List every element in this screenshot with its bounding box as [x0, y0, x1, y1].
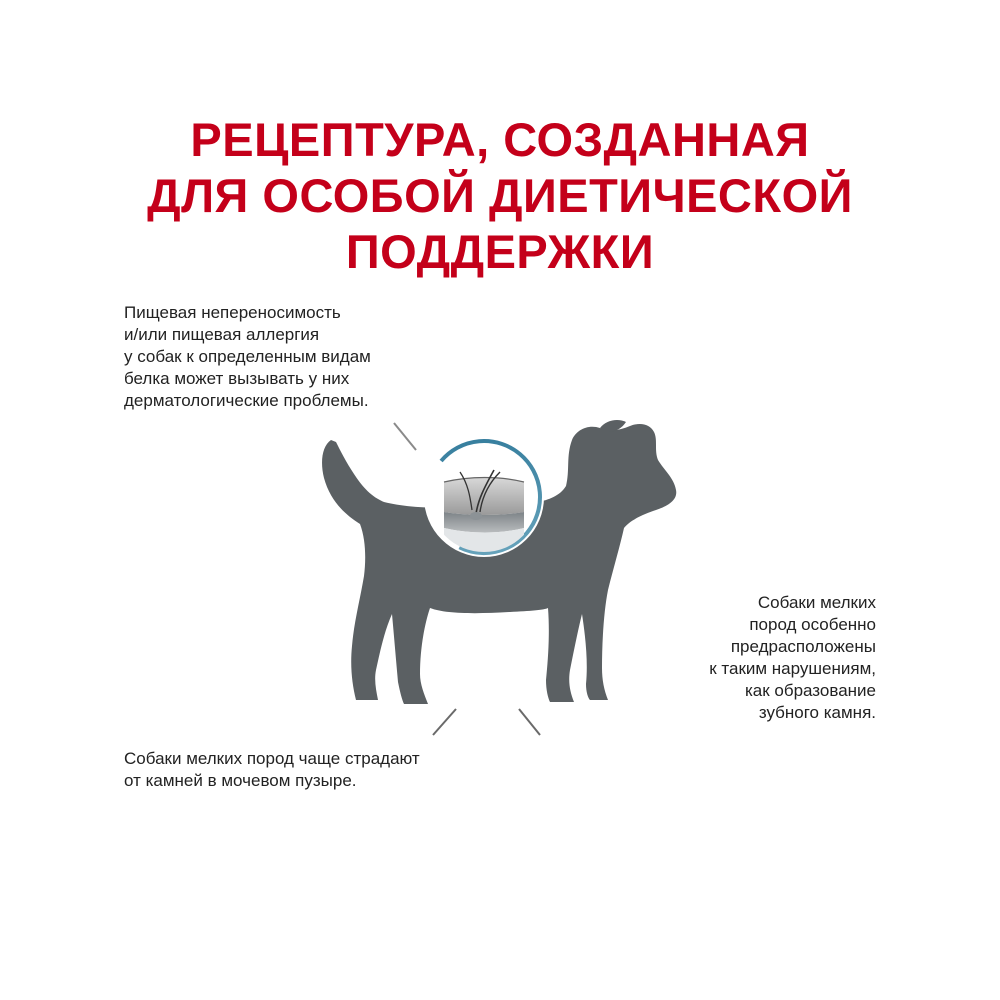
skin-note-line-2: и/или пищевая аллергия [124, 325, 320, 344]
teeth-note-line-6: зубного камня. [758, 703, 876, 722]
teeth-note-line-5: как образование [744, 681, 876, 700]
teeth-note-line-4: к таким нарушениям, [709, 659, 876, 678]
skin-note-line-5: дерматологические проблемы. [124, 391, 369, 410]
teeth-note-line-3: предрасположены [730, 637, 876, 656]
skin-note-line-1: Пищевая непереносимость [124, 303, 341, 322]
teeth-callout-line [519, 709, 876, 735]
bladder-note-line-1: Собаки мелких пород чаще страдают [124, 749, 420, 768]
headline-line-3: ПОДДЕРЖКИ [345, 225, 655, 278]
bladder-callout-line [124, 709, 456, 735]
bladder-note-line-2: от камней в мочевом пузыре. [124, 771, 357, 790]
headline-line-2: ДЛЯ ОСОБОЙ ДИЕТИЧЕСКОЙ [147, 169, 853, 222]
teeth-note-line-1: Собаки мелких [757, 593, 876, 612]
skin-callout-line [124, 423, 416, 450]
teeth-note-line-2: пород особенно [749, 615, 876, 634]
headline-line-1: РЕЦЕПТУРА, СОЗДАННАЯ [190, 113, 810, 166]
skin-note-line-3: у собак к определенным видам [124, 347, 371, 366]
skin-note-line-4: белка может вызывать у них [124, 369, 350, 388]
